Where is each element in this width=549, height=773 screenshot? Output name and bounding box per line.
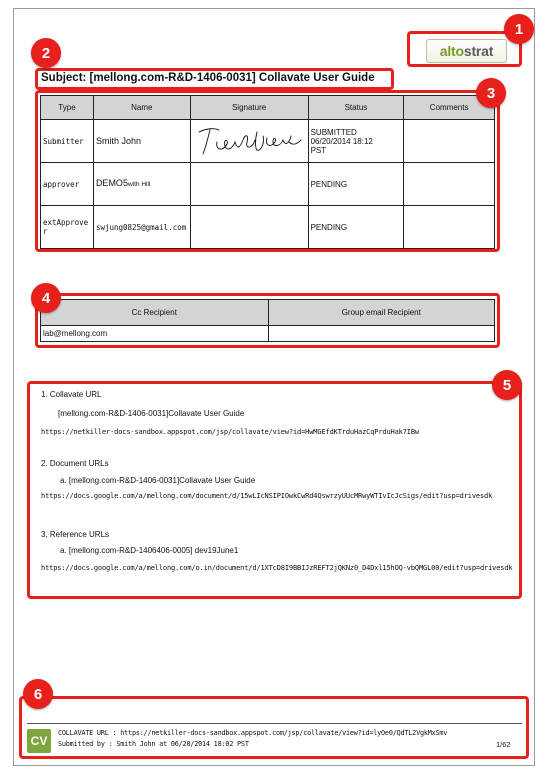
logo-alto: alto xyxy=(439,43,464,59)
document-url-link[interactable]: https://docs.google.com/a/mellong.com/document/d/15wLIcNSIPIOwkCwRd4QswrzyUUcMRwyWTIvIcJcSigs/edit?usp=drivesdk xyxy=(41,492,493,500)
row-name-main: DEMO5 xyxy=(95,178,128,188)
callout-box-footer xyxy=(19,696,529,759)
page-number: 1/62 xyxy=(496,740,511,749)
collavate-url-heading: 1. Collavate URL xyxy=(41,390,102,399)
callout-box-approval-table xyxy=(35,90,500,252)
callout-badge-3: 3 xyxy=(476,78,506,108)
reference-url-link[interactable]: https://docs.google.com/a/mellong.com/o.in/document/d/1XTcD8I9BBIJzREFT2jQKNz0_D4Dxl15hOQ-vbQMGL00/edit?usp=drivesdk xyxy=(41,564,513,572)
logo-strat: strat xyxy=(463,43,494,59)
callout-box-links xyxy=(27,381,522,599)
callout-badge-5: 5 xyxy=(492,370,522,400)
row-name-small: with Hill xyxy=(127,181,151,188)
row-type: Submitter xyxy=(41,120,94,163)
row-type: extApprover xyxy=(41,206,94,249)
row-status: PENDING xyxy=(308,163,404,206)
callout-box-cc-table xyxy=(35,293,500,348)
callout-badge-6: 6 xyxy=(23,679,53,709)
document-url-item: a. [mellong.com-R&D-1406-0031]Collavate User Guide xyxy=(60,476,256,485)
cc-recipient-value: lab@mellong.com xyxy=(41,326,269,342)
callout-badge-2: 2 xyxy=(31,38,61,68)
row-status: SUBMITTED 06/20/2014 18:12 PST xyxy=(308,120,404,163)
header-comments: Comments xyxy=(404,96,495,120)
footer-submitted-by: Submitted by : Smith John at 06/20/2014 18:02 PST xyxy=(58,740,249,748)
header-status: Status xyxy=(308,96,404,120)
callout-box-logo xyxy=(407,31,522,67)
header-cc-recipient: Cc Recipient xyxy=(41,300,269,326)
row-name: Smith John xyxy=(93,120,190,163)
collavate-cv-icon: CV xyxy=(27,729,51,753)
row-type: approver xyxy=(41,163,94,206)
callout-badge-4: 4 xyxy=(31,283,61,313)
header-name: Name xyxy=(93,96,190,120)
document-urls-heading: 2. Document URLs xyxy=(41,459,109,468)
collavate-url-item: [mellong.com-R&D-1406-0031]Collavate User Guide xyxy=(58,409,245,418)
document-subject: Subject: [mellong.com-R&D-1406-0031] Collavate User Guide xyxy=(41,72,375,84)
row-status: PENDING xyxy=(308,206,404,249)
callout-badge-1: 1 xyxy=(504,14,534,44)
footer-collavate-url[interactable]: COLLAVATE URL : https://netkiller-docs-sandbox.appspot.com/jsp/collavate/view?id=lyOe0/QdTL2VgkMxSmv xyxy=(58,729,448,737)
callout-box-subject xyxy=(35,68,394,90)
header-group-email: Group email Recipient xyxy=(268,300,494,326)
header-signature: Signature xyxy=(190,96,308,120)
header-type: Type xyxy=(41,96,94,120)
collavate-url-link[interactable]: https://netkiller-docs-sandbox.appspot.com/jsp/collavate/view?id=HwMGEfdKTrduHazCqPrduHak7IBw xyxy=(41,428,419,436)
row-name: swjung0825@gmail.com xyxy=(93,206,190,249)
reference-url-item: a. [mellong.com-R&D-1406406-0005] dev19June1 xyxy=(60,546,239,555)
reference-urls-heading: 3. Reference URLs xyxy=(41,530,110,539)
